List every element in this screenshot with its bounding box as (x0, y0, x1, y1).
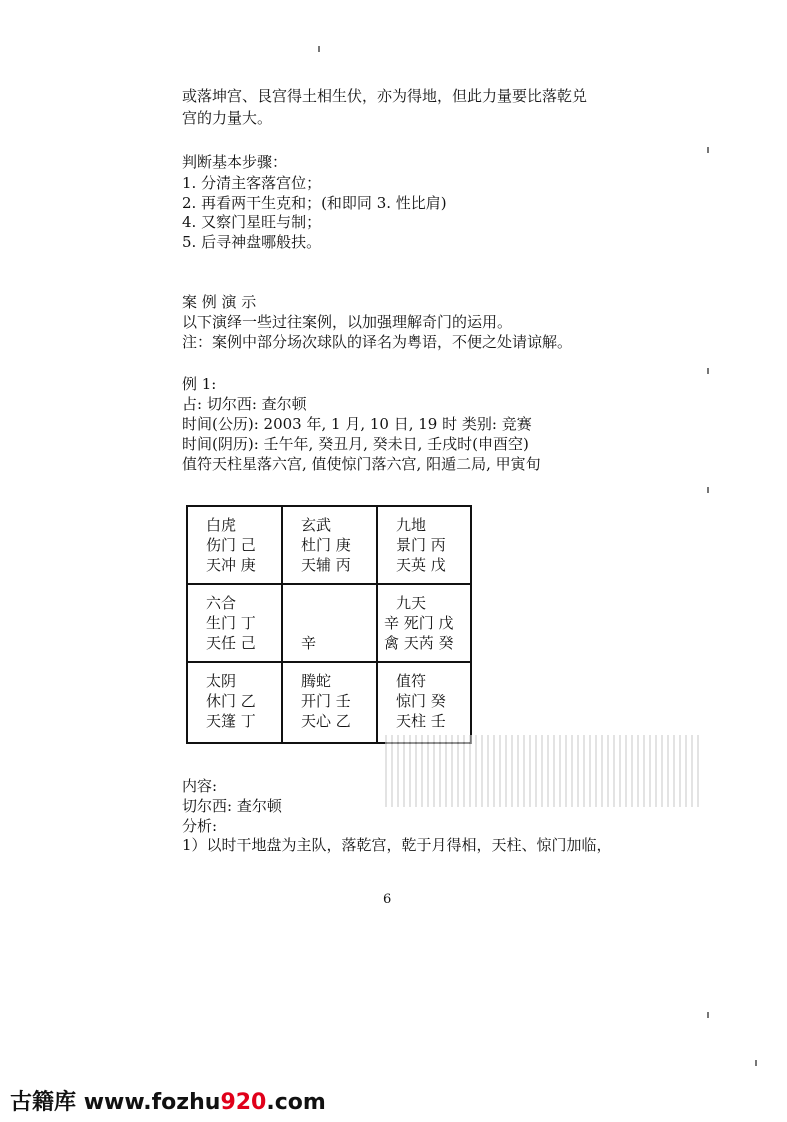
step-item: 1. 分清主客落宫位； (182, 174, 322, 192)
palace-cell (186, 663, 281, 741)
paragraph-line: 宫的力量大。 (182, 109, 273, 127)
page-number: 6 (383, 892, 392, 907)
url-prefix: www.fozhu (83, 1090, 221, 1115)
example-lunar-time: 时间(阴历): 壬午年, 癸丑月, 癸未日, 壬戌时(申酉空) (182, 435, 529, 453)
scan-speck (707, 1012, 709, 1018)
cell-deity: 玄武 (301, 516, 332, 534)
palace-cell-center (281, 585, 376, 663)
cell-door: 辛 死门 戊 (384, 614, 454, 632)
cell-star: 天柱 壬 (396, 712, 446, 730)
example-label: 例 1: (182, 375, 217, 393)
scan-speck (707, 368, 709, 374)
step-item: 5. 后寻神盘哪般扶。 (182, 233, 322, 251)
steps-title: 判断基本步骤： (182, 153, 288, 171)
cell-door: 生门 丁 (206, 614, 256, 632)
scan-speck (707, 147, 709, 153)
site-name: 古籍库 (10, 1090, 77, 1115)
cell-door: 景门 丙 (396, 536, 446, 554)
cell-star: 天任 己 (206, 634, 256, 652)
cell-deity: 腾蛇 (301, 672, 332, 690)
cell-star: 天冲 庚 (206, 556, 256, 574)
cell-deity: 九地 (396, 516, 427, 534)
content-label: 内容: (182, 777, 218, 795)
demo-intro: 以下演绎一些过往案例，以加强理解奇门的运用。 (182, 313, 513, 331)
cell-deity: 白虎 (206, 516, 237, 534)
demo-title: 案 例 演 示 (182, 293, 257, 311)
cell-door: 伤门 己 (206, 536, 256, 554)
cell-deity: 值符 (396, 672, 427, 690)
watermark-footer (10, 1085, 326, 1116)
step-item: 4. 又察门星旺与制； (182, 213, 322, 231)
cell-star: 天篷 丁 (206, 712, 256, 730)
cell-door: 杜门 庚 (301, 536, 351, 554)
example-solar-time: 时间(公历): 2003 年, 1 月, 10 日, 19 时 类别: 竞赛 (182, 415, 532, 433)
url-suffix: .com (266, 1090, 326, 1115)
palace-cell (376, 507, 471, 585)
content-value: 切尔西: 查尔顿 (182, 797, 282, 815)
scan-speck (755, 1060, 757, 1066)
palace-cell (376, 585, 471, 663)
qimen-chart-grid (186, 505, 472, 744)
cell-star: 禽 天芮 癸 (384, 634, 454, 652)
cell-star: 天辅 丙 (301, 556, 351, 574)
cell-deity: 六合 (206, 594, 237, 612)
cell-deity: 太阴 (206, 672, 237, 690)
scan-speck (707, 487, 709, 493)
analysis-line: 1）以时干地盘为主队，落乾宫，乾于月得相，天柱、惊门加临， (182, 836, 612, 854)
url-number: 920 (220, 1090, 267, 1115)
example-divination: 占: 切尔西: 查尔顿 (182, 395, 307, 413)
analysis-label: 分析: (182, 817, 218, 835)
paragraph-line: 或落坤宫、艮宫得土相生伏，亦为得地，但此力量要比落乾兑 (182, 87, 588, 105)
palace-cell (186, 507, 281, 585)
cell-door: 休门 乙 (206, 692, 256, 710)
step-item: 2. 再看两干生克和；(和即同 3. 性比肩) (182, 194, 447, 212)
palace-cell (186, 585, 281, 663)
scan-speck (318, 46, 320, 52)
cell-door: 惊门 癸 (396, 692, 446, 710)
cell-star: 天英 戊 (396, 556, 446, 574)
palace-cell (376, 663, 471, 741)
demo-note: 注：案例中部分场次球队的译名为粤语，不便之处请谅解。 (182, 333, 573, 351)
palace-cell (281, 507, 376, 585)
cell-star: 辛 (301, 634, 317, 652)
example-zhifu: 值符天柱星落六宫, 值使惊门落六宫, 阳遁二局, 甲寅旬 (182, 455, 541, 473)
palace-cell (281, 663, 376, 741)
cell-door: 开门 壬 (301, 692, 351, 710)
cell-deity: 九天 (396, 594, 427, 612)
site-url[interactable] (84, 1090, 326, 1115)
scan-artifact (385, 735, 700, 807)
cell-star: 天心 乙 (301, 712, 351, 730)
